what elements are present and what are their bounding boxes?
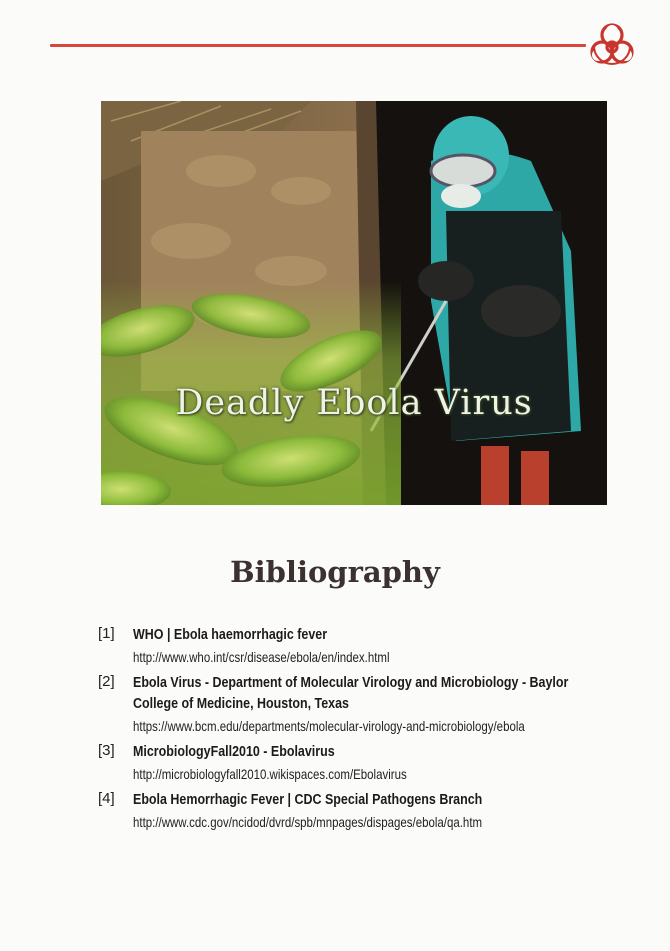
cover-caption: Deadly Ebola Virus <box>175 383 533 423</box>
reference-title: WHO | Ebola haemorrhagic fever <box>133 627 328 643</box>
reference-number: [3] <box>98 742 115 759</box>
reference-title: Ebola Virus - Department of Molecular Virology and Microbiology - Baylor College of Medicine, Houston, Texas <box>133 675 569 712</box>
reference-url[interactable]: https://www.bcm.edu/departments/molecular-virology-and-microbiology/ebola <box>133 718 525 734</box>
reference-list <box>98 625 618 838</box>
reference-url[interactable]: http://www.cdc.gov/ncidod/dvrd/spb/mnpages/dispages/ebola/qa.htm <box>133 814 483 830</box>
reference-number: [2] <box>98 673 115 690</box>
reference-url[interactable]: http://www.who.int/csr/disease/ebola/en/index.html <box>133 649 390 665</box>
header-rule <box>50 44 586 47</box>
reference-number: [4] <box>98 790 115 807</box>
reference-title: MicrobiologyFall2010 - Ebolavirus <box>133 744 335 760</box>
cover-image <box>101 101 607 505</box>
reference-item <box>98 742 618 785</box>
reference-title: Ebola Hemorrhagic Fever | CDC Special Pathogens Branch <box>133 792 483 808</box>
biohazard-icon <box>586 20 638 72</box>
reference-url[interactable]: http://microbiologyfall2010.wikispaces.com/Ebolavirus <box>133 766 407 782</box>
reference-item <box>98 790 618 833</box>
bibliography-title: Bibliography <box>230 555 440 589</box>
reference-item <box>98 625 618 668</box>
reference-item <box>98 673 618 737</box>
reference-number: [1] <box>98 625 115 642</box>
